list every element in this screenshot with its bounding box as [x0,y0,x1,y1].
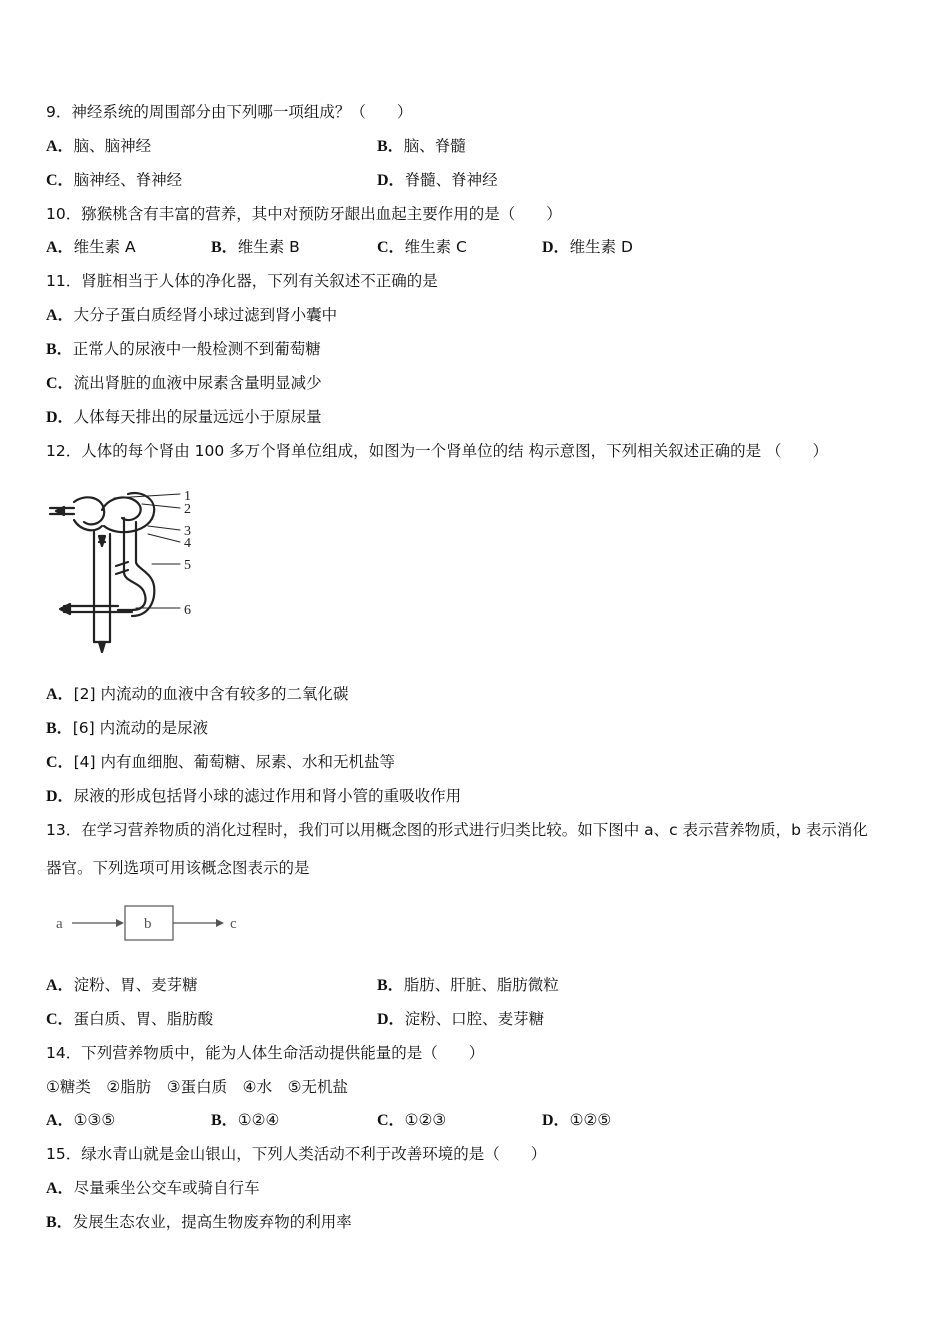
q9-option-a: A．脑、脑神经 [46,137,152,155]
nephron-diagram [44,482,204,662]
q14-option-a: A．①③⑤ [46,1111,116,1129]
q11-option-d: D．人体每天排出的尿量远远小于原尿量 [46,408,322,426]
concept-node-b: b [144,916,152,932]
nephron-label-2: 2 [184,502,191,517]
concept-node-a: a [56,916,63,932]
concept-diagram [50,900,250,946]
q12-option-b: B．[6] 内流动的是尿液 [46,719,209,737]
q10-option-a: A．维生素 A [46,238,136,256]
q10-option-d: D．维生素 D [542,238,633,256]
q11-option-a: A．大分子蛋白质经肾小球过滤到肾小囊中 [46,306,338,324]
q11-option-b: B．正常人的尿液中一般检测不到葡萄糖 [46,340,321,358]
nephron-label-1: 1 [184,489,191,504]
q15-stem: 15．绿水青山就是金山银山，下列人类活动不利于改善环境的是（ ） [46,1145,547,1163]
nephron-label-5: 5 [184,558,191,573]
q12-option-d: D．尿液的形成包括肾小球的滤过作用和肾小管的重吸收作用 [46,787,462,805]
q11-stem: 11．肾脏相当于人体的净化器，下列有关叙述不正确的是 [46,272,438,290]
q13-option-c: C．蛋白质、胃、脂肪酸 [46,1010,214,1028]
q10-option-c: C．维生素 C [377,238,467,256]
q12-stem: 12．人体的每个肾由 100 多万个肾单位组成，如图为一个肾单位的结 构示意图，下列相关叙述正确的是 （ ） [46,442,829,460]
concept-node-c: c [230,916,237,932]
q14-stem: 14．下列营养物质中，能为人体生命活动提供能量的是（ ） [46,1044,485,1062]
q15-option-a: A．尽量乘坐公交车或骑自行车 [46,1179,260,1197]
q15-option-b: B．发展生态农业，提高生物废弃物的利用率 [46,1213,352,1231]
q9-option-b: B．脑、脊髓 [377,137,466,155]
q14-items: ①糖类 ②脂肪 ③蛋白质 ④水 ⑤无机盐 [46,1078,348,1096]
q9-option-d: D．脊髓、脊神经 [377,171,498,189]
q10-option-b: B．维生素 B [211,238,300,256]
q14-option-b: B．①②④ [211,1111,280,1129]
q13-option-b: B．脂肪、肝脏、脂肪微粒 [377,976,559,994]
q10-stem: 10．猕猴桃含有丰富的营养，其中对预防牙龈出血起主要作用的是（ ） [46,205,562,223]
q12-option-a: A．[2] 内流动的血液中含有较多的二氧化碳 [46,685,349,703]
nephron-label-4: 4 [184,536,191,551]
q14-option-d: D．①②⑤ [542,1111,612,1129]
q12-option-c: C．[4] 内有血细胞、葡萄糖、尿素、水和无机盐等 [46,753,395,771]
q13-stem-line1: 13．在学习营养物质的消化过程时，我们可以用概念图的形式进行归类比较。如下图中 a、c 表示营养物质，b 表示消化 [46,821,868,839]
nephron-label-3: 3 [184,524,191,539]
q13-option-d: D．淀粉、口腔、麦芽糖 [377,1010,545,1028]
q14-option-c: C．①②③ [377,1111,447,1129]
q13-option-a: A．淀粉、胃、麦芽糖 [46,976,198,994]
q9-stem: 9．神经系统的周围部分由下列哪一项组成？（ ） [46,103,413,121]
nephron-label-6: 6 [184,603,191,618]
q11-option-c: C．流出肾脏的血液中尿素含量明显减少 [46,374,322,392]
q9-option-c: C．脑神经、脊神经 [46,171,183,189]
q13-stem-line2: 器官。下列选项可用该概念图表示的是 [46,859,310,877]
